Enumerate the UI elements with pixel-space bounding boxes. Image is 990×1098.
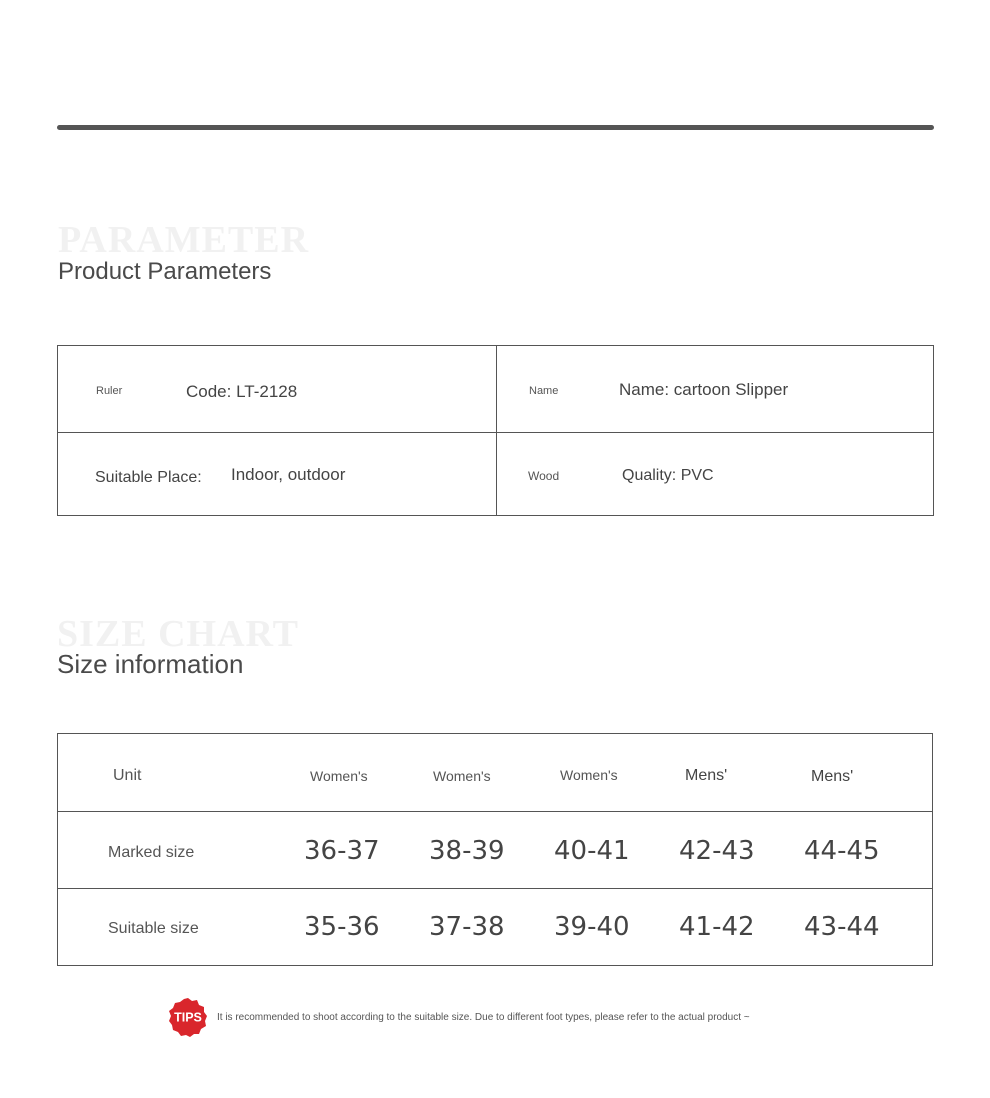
- suitable-size-value: 41-42: [679, 912, 755, 942]
- marked-size-value: 38-39: [429, 836, 505, 866]
- size-table: [57, 733, 933, 966]
- size-chart-watermark-title: SIZE CHART: [57, 613, 300, 655]
- ruler-label: Ruler: [96, 385, 123, 397]
- tips-badge-label: TIPS: [174, 1010, 202, 1025]
- tips-text: It is recommended to shoot according to the suitable size. Due to different foot types, please refer to the actual product ~: [217, 1012, 750, 1023]
- parameters-table-divider-vertical: [496, 346, 497, 515]
- quality-value: Quality: PVC: [622, 467, 714, 484]
- column-header-women: Women's: [560, 767, 618, 783]
- parameter-watermark-title: PARAMETER: [58, 219, 310, 261]
- marked-size-value: 36-37: [304, 836, 380, 866]
- suitable-size-value: 43-44: [804, 912, 880, 942]
- column-header-mens: Mens': [811, 768, 854, 785]
- size-table-divider: [58, 811, 932, 812]
- top-divider: [57, 125, 934, 130]
- column-header-women: Women's: [433, 768, 491, 784]
- marked-size-label: Marked size: [108, 844, 195, 861]
- name-value: Name: cartoon Slipper: [619, 380, 789, 399]
- product-parameters-title: Product Parameters: [58, 258, 272, 285]
- suitable-place-value: Indoor, outdoor: [231, 465, 346, 484]
- suitable-place-label: Suitable Place:: [95, 469, 202, 486]
- marked-size-value: 40-41: [554, 836, 630, 866]
- parameters-table-divider-horizontal: [58, 432, 933, 433]
- suitable-size-value: 37-38: [429, 912, 505, 942]
- size-table-divider: [58, 888, 932, 889]
- suitable-size-value: 39-40: [554, 912, 630, 942]
- wood-label: Wood: [528, 469, 560, 483]
- unit-label: Unit: [113, 767, 142, 784]
- column-header-mens: Mens': [685, 767, 728, 784]
- name-label: Name: [529, 385, 559, 397]
- marked-size-value: 44-45: [804, 836, 880, 866]
- suitable-size-label: Suitable size: [108, 920, 199, 937]
- parameters-table: [57, 345, 934, 516]
- marked-size-value: 42-43: [679, 836, 755, 866]
- column-header-women: Women's: [310, 768, 368, 784]
- tips-badge-icon: [168, 997, 208, 1037]
- suitable-size-value: 35-36: [304, 912, 380, 942]
- size-information-title: Size information: [57, 649, 244, 679]
- code-value: Code: LT-2128: [186, 382, 298, 401]
